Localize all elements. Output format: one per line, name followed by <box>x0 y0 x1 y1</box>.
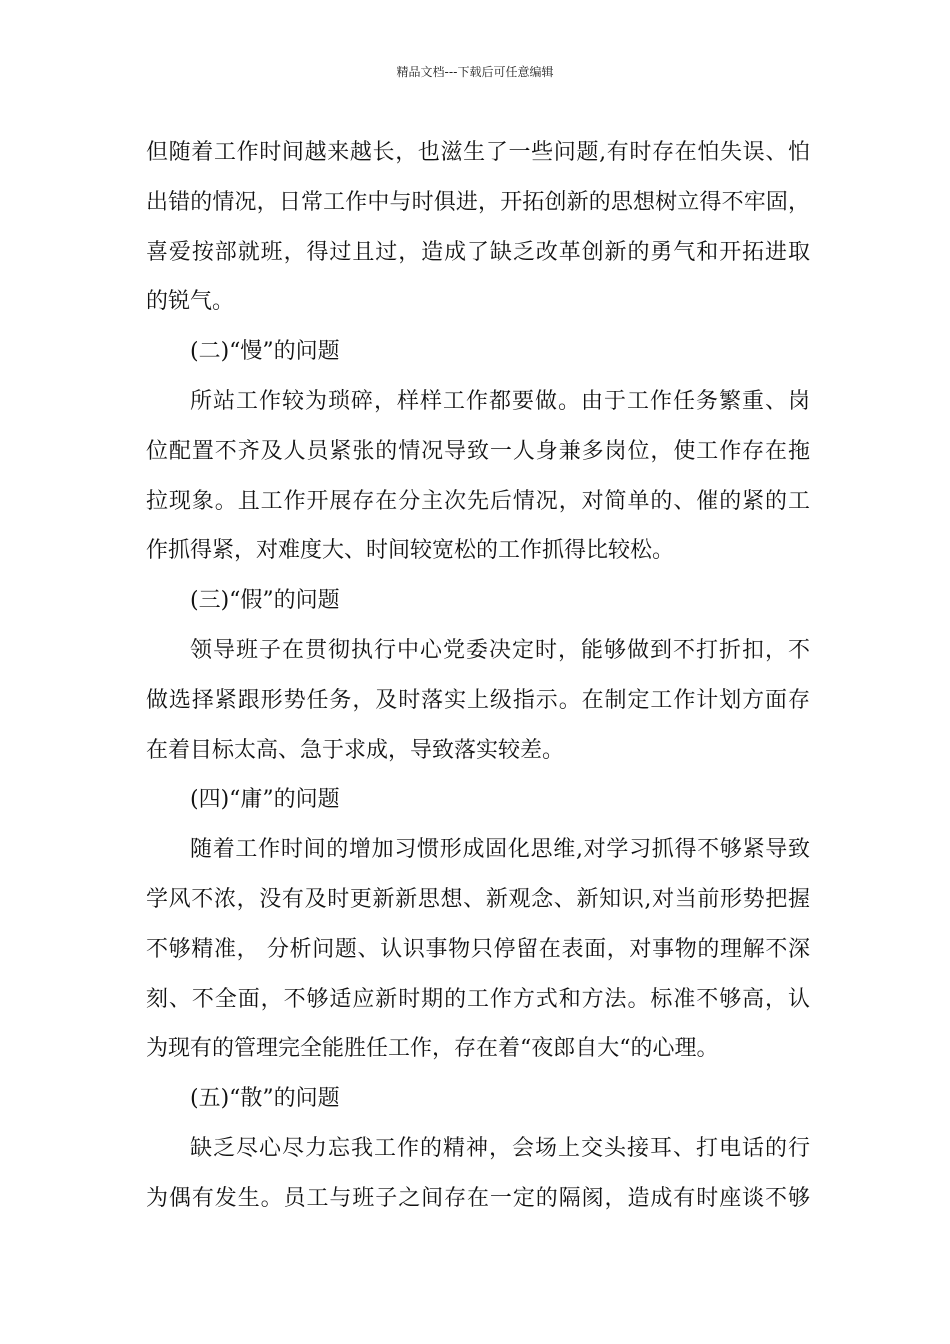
text-line-12: 做选择紧跟形势任务，及时落实上级指示。在制定工作计划方面存 <box>146 687 810 713</box>
text-line-16: 学风不浓，没有及时更新新思想、新观念、新知识,对当前形势把握 <box>146 886 810 912</box>
text-line-19: 为现有的管理完全能胜任工作，存在着“夜郎自大“的心理。 <box>146 1036 719 1062</box>
page-header: 精品文档---下载后可任意编辑 <box>396 65 554 79</box>
text-line-15: 随着工作时间的增加习惯形成固化思维,对学习抓得不够紧导致 <box>190 837 810 863</box>
text-line-7: 位配置不齐及人员紧张的情况导致一人身兼多岗位，使工作存在拖 <box>146 438 810 464</box>
text-line-6: 所站工作较为琐碎，样样工作都要做。由于工作任务繁重、岗 <box>190 388 810 414</box>
section-heading-4: (四)“庸”的问题 <box>190 787 340 813</box>
text-line-9: 作抓得紧，对难度大、时间较宽松的工作抓得比较松。 <box>146 538 675 564</box>
text-line-2: 出错的情况，日常工作中与时俱进，开拓创新的思想树立得不牢固， <box>146 189 810 215</box>
text-line-18: 刻、不全面，不够适应新时期的工作方式和方法。标准不够高，认 <box>146 986 810 1012</box>
section-heading-5: (五)“散”的问题 <box>190 1086 340 1112</box>
text-line-4: 的锐气。 <box>146 289 235 315</box>
document-body <box>146 128 810 1224</box>
text-line-3: 喜爱按部就班，得过且过，造成了缺乏改革创新的勇气和开拓进取 <box>146 239 810 265</box>
text-line-11: 领导班子在贯彻执行中心党委决定时，能够做到不打折扣，不 <box>190 637 810 663</box>
section-heading-2: (二)“慢”的问题 <box>190 339 340 365</box>
text-line-1: 但随着工作时间越来越长，也滋生了一些问题,有时存在怕失误、怕 <box>146 140 810 165</box>
section-heading-3: (三)“假”的问题 <box>190 588 340 614</box>
text-line-13: 在着目标太高、急于求成，导致落实较差。 <box>146 737 565 763</box>
text-line-21: 缺乏尽心尽力忘我工作的精神，会场上交头接耳、打电话的行 <box>190 1135 810 1161</box>
text-line-17: 不够精准， 分析问题、认识事物只停留在表面，对事物的理解不深 <box>146 936 810 962</box>
text-line-22: 为偶有发生。员工与班子之间存在一定的隔阂，造成有时座谈不够 <box>146 1185 810 1211</box>
text-line-8: 拉现象。且工作开展存在分主次先后情况，对简单的、催的紧的工 <box>146 488 810 514</box>
